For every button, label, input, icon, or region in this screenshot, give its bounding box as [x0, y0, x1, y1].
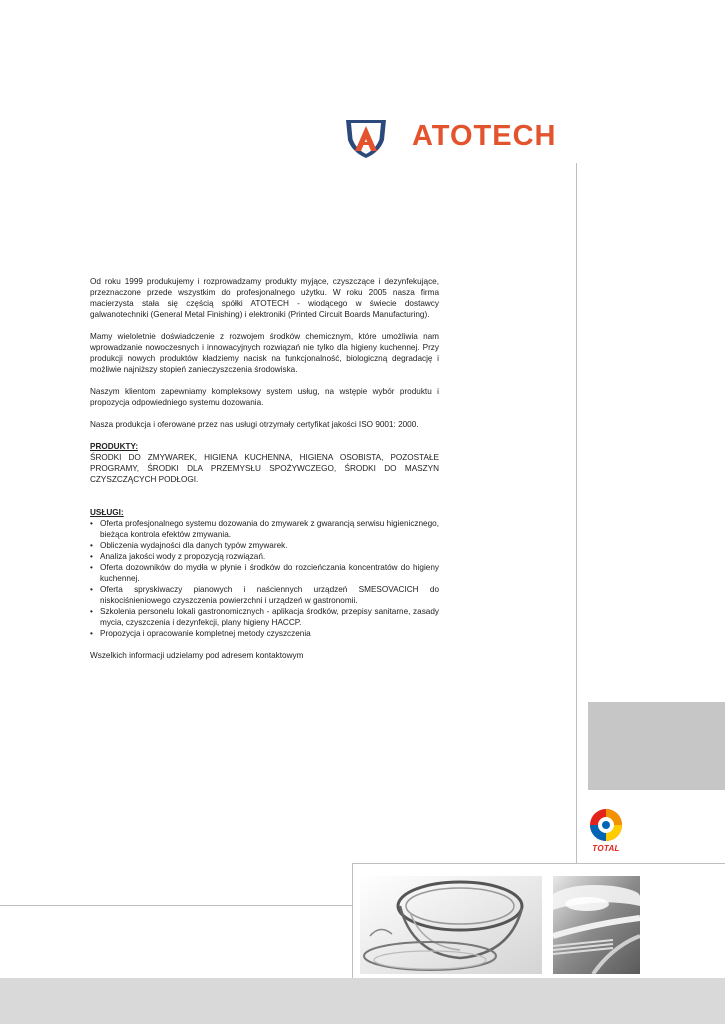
vertical-divider — [576, 163, 577, 863]
photo-frame-top — [352, 863, 577, 864]
services-list — [90, 518, 439, 639]
list-item: • Oferta spryskiwaczy pianowych i naściennych urządzeń SMESOVACICH do niskociśnieniowego czyszczenia powierzchni i urządzeń w gastronomii. — [90, 584, 439, 606]
list-item: • Propozycja i opracowanie kompletnej metody czyszczenia — [90, 628, 439, 639]
intro-paragraph: Od roku 1999 produkujemy i rozprowadzamy produkty myjące, czyszczące i dezynfekujące, przeznaczone przede wszystkim do profesjonalnego użytku. W roku 2005 nasza firma macierzysta stała się częścią spółki ATOTECH - wiodącego w świecie dostawcy galwanotechniki (General Metal Finishing) i elektroniki (Printed Circuit Boards Manufacturing). — [90, 277, 439, 319]
products-heading: PRODUKTY: — [90, 442, 139, 451]
list-item: • Oferta dozowników do mydła w płynie i środków do rozcieńczania koncentratów do higieny kuchennej. — [90, 562, 439, 584]
atotech-logo — [344, 118, 566, 160]
products-text: ŚRODKI DO ZMYWAREK, HIGIENA KUCHENNA, HIGIENA OSOBISTA, POZOSTAŁE PROGRAMY, ŚRODKI DLA PRZEMYSŁU SPOŻYWCZEGO, ŚRODKI DO MASZYN CZYSZCZĄCYCH PODŁOGI. — [90, 453, 439, 484]
photo-frame-line — [352, 863, 353, 978]
services-heading: USŁUGI: — [90, 508, 124, 517]
intro-paragraph: Nasza produkcja i oferowane przez nas usługi otrzymały certyfikat jakości ISO 9001: 2000. — [90, 420, 419, 429]
cutlery-photo — [553, 876, 640, 974]
closing-text: Wszelkich informacji udzielamy pod adresem kontaktowym — [90, 651, 304, 660]
list-item: • Szkolenia personelu lokali gastronomicznych - aplikacja środków, przepisy sanitarne, zasady mycia, czyszczenia i dezynfekcji, plany higieny HACCP. — [90, 606, 439, 628]
total-flower-icon — [586, 806, 626, 844]
intro-paragraph: Mamy wieloletnie doświadczenie z rozwojem środków chemicznym, które umożliwia nam wprowadzanie nowoczesnych i innowacyjnych rozwiązań nie tylko dla higieny kuchennej. Przy produkcji nowych produktów kładziemy nacisk na funkcjonalność, biologiczną degradację i możliwie najniższy stopień zanieczyszczenia środowiska. — [90, 332, 439, 374]
total-wordmark: TOTAL — [592, 844, 620, 853]
main-content — [90, 276, 439, 672]
atotech-shield-icon — [344, 118, 388, 160]
list-item: • Analiza jakości wody z propozycją rozwiązań. — [90, 551, 439, 562]
list-item: • Obliczenia wydajności dla danych typów zmywarek. — [90, 540, 439, 551]
intro-paragraph: Naszym klientom zapewniamy kompleksowy system usług, na wstępie wybór produktu i propozycja odpowiedniego systemu dozowania. — [90, 387, 439, 407]
horizontal-divider-right — [576, 863, 725, 864]
total-logo — [586, 806, 626, 856]
horizontal-divider-left — [0, 905, 352, 906]
footer-band — [0, 978, 725, 1024]
gray-panel — [588, 702, 725, 790]
glass-cups-photo — [360, 876, 542, 974]
list-item: • Oferta profesjonalnego systemu dozowania do zmywarek z gwarancją serwisu higienicznego, bieżąca kontrola efektów zmywania. — [90, 518, 439, 540]
spacer — [90, 496, 439, 507]
atotech-wordmark: ATOTECH — [412, 120, 557, 152]
